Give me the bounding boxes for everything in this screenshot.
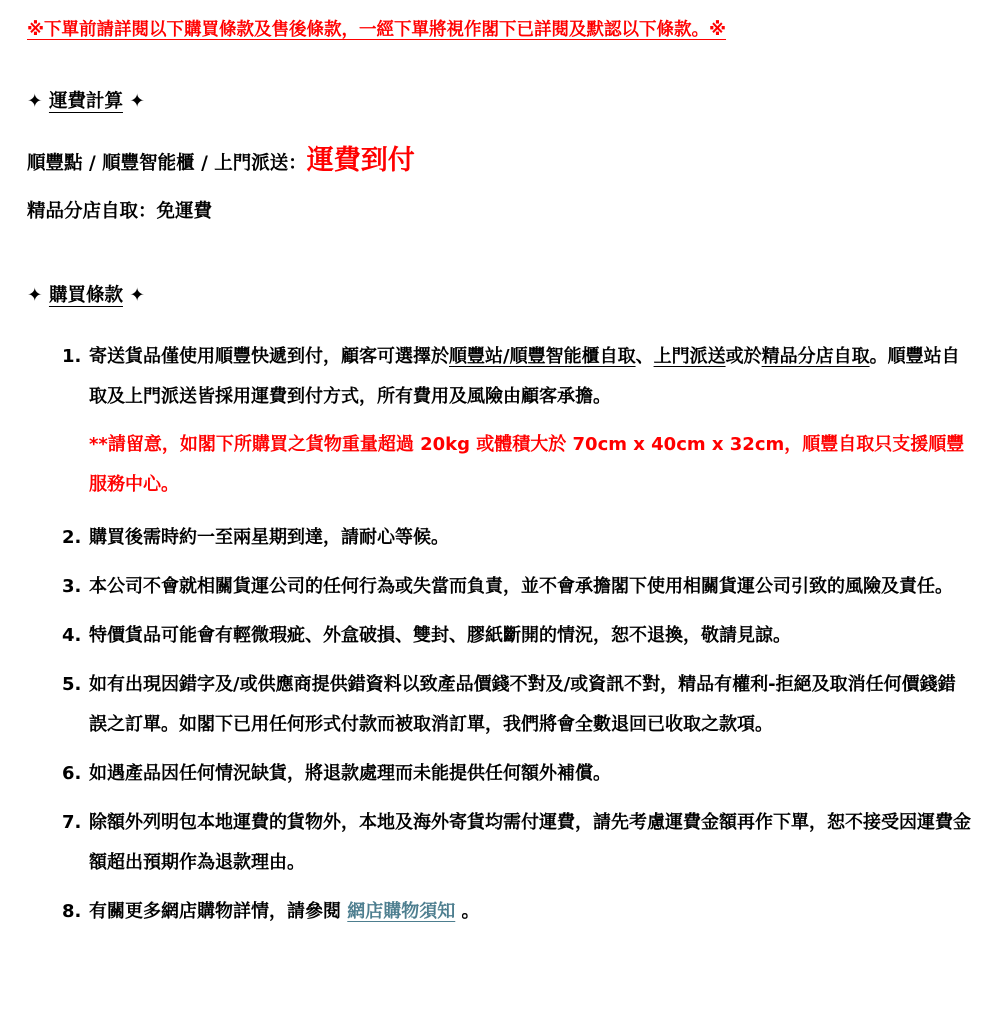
purchase-terms-heading-text: 購買條款 — [48, 284, 123, 306]
term8-part2: 。 — [455, 900, 480, 922]
term-item-2 — [62, 518, 971, 558]
term-text: 特價貨品可能會有輕微瑕疵、外盒破損、雙封、膠紙斷開的情況，恕不退換，敬請見諒。 — [89, 624, 791, 646]
term-item-7 — [62, 803, 971, 883]
term-item-4 — [62, 616, 971, 656]
terms-list — [62, 337, 971, 932]
term-text — [89, 337, 971, 509]
term-number: 8. — [62, 900, 82, 922]
shipping-heading — [27, 87, 971, 113]
term-item-1 — [62, 337, 971, 509]
term1-underline-delivery: 上門派送 — [653, 345, 726, 367]
term-text: 購買後需時約一至兩星期到達，請耐心等候。 — [89, 526, 449, 548]
weight-limit-note: **請留意，如閣下所購買之貨物重量超過 20kg 或體積大於 70cm x 40cm x 32cm，順豐自取只支援順豐服務中心。 — [89, 433, 965, 495]
cod-highlight: 運費到付 — [306, 145, 415, 177]
term-number: 2. — [62, 526, 82, 548]
cod-label: 順豐點 / 順豐智能櫃 / 上門派送： — [27, 153, 307, 175]
term-number: 1. — [62, 345, 82, 367]
term1-part4: 。順豐站自取及上門派送皆採用運費到付方式，所有費用及風險由顧客承擔。 — [89, 345, 960, 407]
pre-order-notice: ※下單前請詳閱以下購買條款及售後條款，一經下單將視作閣下已詳閱及默認以下條款。※ — [27, 20, 727, 40]
pickup-free-line: 精品分店自取：免運費 — [27, 200, 213, 222]
heading-star-prefix: ✦ — [27, 91, 49, 113]
shipping-heading-text: 運費計算 — [48, 91, 123, 113]
purchase-terms-heading — [27, 281, 971, 307]
term-item-6 — [62, 754, 971, 794]
term-text: 如有出現因錯字及/或供應商提供錯資料以致產品價錢不對及/或資訊不對，精品有權利-拒絕及取消任何價錢錯誤之訂單。如閣下已用任何形式付款而被取消訂單，我們將會全數退回已收取之款項。 — [89, 673, 956, 735]
term-number: 7. — [62, 811, 82, 833]
term1-underline-sfstation: 順豐站/順豐智能櫃自取 — [449, 345, 636, 367]
term-number: 5. — [62, 673, 82, 695]
term-number: 3. — [62, 575, 82, 597]
term-text — [89, 892, 971, 932]
heading-star-suffix: ✦ — [122, 91, 145, 113]
shop-guide-link[interactable]: 網店購物須知 — [347, 900, 456, 922]
term-text: 除額外列明包本地運費的貨物外，本地及海外寄貨均需付運費，請先考慮運費金額再作下單，恕不接受因運費金額超出預期作為退款理由。 — [89, 811, 971, 873]
heading-star-prefix: ✦ — [27, 284, 49, 306]
term1-part3: 或於 — [725, 345, 762, 367]
term8-part1: 有關更多網店購物詳情，請參閱 — [89, 900, 348, 922]
term1-underline-store-pickup: 精品分店自取 — [761, 345, 870, 367]
term-text: 本公司不會就相關貨運公司的任何行為或失當而負責，並不會承擔閣下使用相關貨運公司引致的風險及責任。 — [89, 575, 953, 597]
heading-star-suffix: ✦ — [122, 284, 145, 306]
term-number: 6. — [62, 762, 82, 784]
term-item-8 — [62, 892, 971, 932]
term-text: 如遇產品因任何情況缺貨，將退款處理而未能提供任何額外補償。 — [89, 762, 611, 784]
shipping-cod-line — [27, 139, 971, 182]
term-number: 4. — [62, 624, 82, 646]
term1-part1: 寄送貨品僅使用順豐快遞到付，顧客可選擇於 — [89, 345, 449, 367]
term-item-5 — [62, 665, 971, 745]
term-item-3 — [62, 567, 971, 607]
term1-part2: 、 — [635, 345, 654, 367]
